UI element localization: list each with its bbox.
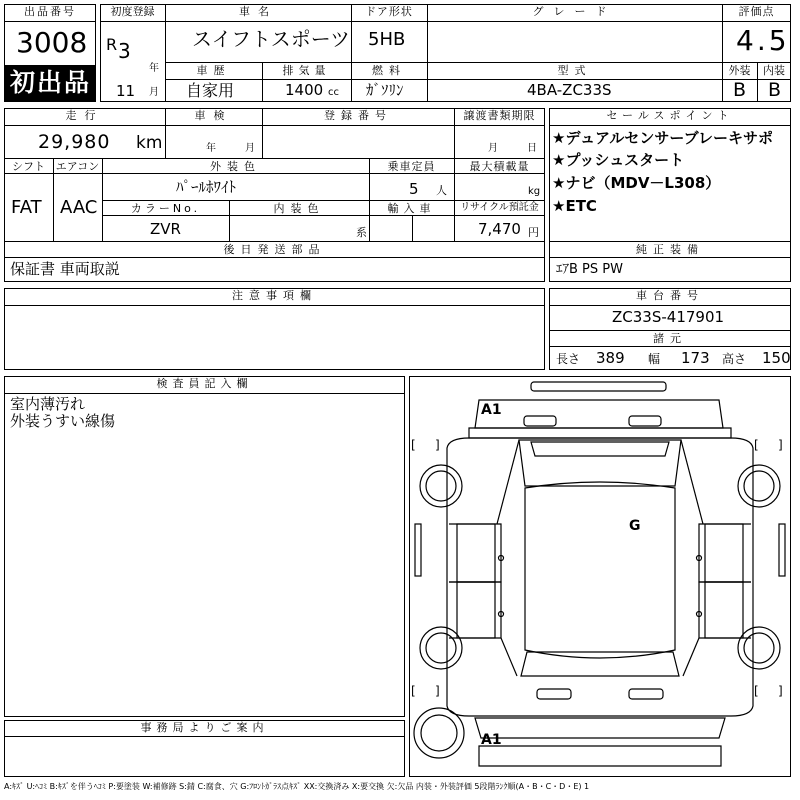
door-label: ドア形状 (365, 5, 413, 18)
genuine-label: 純正装備 (636, 243, 704, 256)
sales-point-4: ★ETC (552, 197, 597, 215)
model: 4BA-ZC33S (527, 81, 612, 99)
grade-label: グレード (532, 5, 617, 18)
era: R (106, 35, 118, 54)
month-unit: 月 (149, 87, 159, 98)
car-name-label: 車名 (239, 5, 277, 18)
score: 4.5 (736, 24, 790, 57)
inspection-month-unit: 月 (245, 143, 255, 154)
aircon: AAC (60, 197, 98, 218)
capacity-unit: 人 (436, 184, 447, 197)
year-unit: 年 (149, 63, 159, 74)
recycle-fee: 7,470 (478, 220, 521, 238)
inspector-note-1: 室内薄汚れ (10, 395, 86, 413)
inspection-year-unit: 年 (206, 143, 216, 154)
svg-text:]: ] (778, 684, 783, 698)
length-label: 長さ (556, 352, 581, 366)
width-label: 幅 (648, 352, 661, 366)
int-color-label: 内装色 (273, 202, 325, 215)
mileage: 29,980 (38, 131, 111, 153)
lot-number-label: 出品番号 (24, 5, 76, 18)
chassis-label: 車台番号 (636, 289, 704, 302)
lot-number: 3008 (16, 26, 88, 59)
inspection-label: 車検 (194, 109, 233, 122)
office-label: 事務局よりご案内 (140, 721, 269, 734)
width-value: 173 (681, 349, 710, 367)
displacement-unit: cc (328, 87, 339, 98)
svg-text:[: [ (754, 684, 759, 698)
sales-point-3: ★ナビ（MDV－L308） (552, 174, 721, 192)
capacity-label: 乗車定員 (387, 160, 436, 173)
reg-no-label: 登録番号 (324, 109, 392, 122)
front-damage-mark: A1 (481, 402, 502, 418)
shift-label: シフト (12, 160, 45, 173)
history-label: 車歴 (196, 64, 231, 77)
later-parts-label: 後日発送部品 (223, 243, 326, 256)
first-reg-month: 11 (116, 82, 136, 100)
rear-damage-mark: A1 (481, 732, 502, 748)
notes-label: 注意事項欄 (232, 289, 317, 302)
int-color-suffix: 系 (356, 226, 367, 239)
sales-point-1: ★デュアルセンサーブレーキサポ (552, 129, 774, 147)
color-no-label: カラーNo. (130, 202, 201, 215)
mileage-label: 走行 (65, 109, 104, 122)
first-reg-label: 初度登録 (110, 5, 155, 18)
aircon-label: エアコン (55, 160, 100, 173)
history: 自家用 (186, 81, 235, 100)
sales-point-label: セールスポイント (606, 109, 734, 122)
svg-text:]: ] (435, 684, 440, 698)
model-label: 型式 (557, 64, 592, 77)
ext-color: ﾊﾟｰﾙﾎﾜｲﾄ (176, 178, 237, 196)
svg-text:[: [ (411, 438, 416, 452)
height-value: 150 (762, 349, 791, 367)
legend: A:ｷｽﾞ U:ﾍｺﾐ B:ｷｽﾞを伴うﾍｺﾐ P:要塗装 W:補修跡 S:錆 C:腐食、穴 G:ﾌﾛﾝﾄｶﾞﾗｽ点ｷｽﾞ XX:交換済み X:要交換 欠:欠品 内装・外装評価 5段階ﾗﾝｸ順(A・B・C・D・E) 1 (4, 782, 590, 791)
first-listing-text: 初出品 (10, 68, 92, 97)
recycle-unit: 円 (528, 226, 539, 239)
svg-text:]: ] (435, 438, 440, 452)
capacity: 5 (409, 180, 419, 198)
interior-grade: B (768, 79, 782, 101)
mileage-unit: km (136, 133, 163, 153)
fuel-label: 燃料 (372, 64, 406, 77)
sales-point-2: ★プッシュスタート (552, 151, 685, 169)
fuel: ｶﾞｿﾘﾝ (366, 81, 404, 99)
car-diagram (409, 376, 791, 777)
max-load-unit: kg (528, 186, 541, 197)
ext-color-label: 外装色 (210, 160, 261, 173)
exterior-label: 外装 (728, 64, 751, 77)
interior-label: 内装 (763, 64, 785, 77)
max-load-label: 最大積載量 (469, 160, 530, 173)
transfer-docs-label: 譲渡書類期限 (463, 109, 536, 122)
inspector-note-2: 外装うすい線傷 (10, 412, 116, 430)
transfer-day-unit: 日 (527, 143, 537, 154)
recycle-label: リサイクル預託金 (460, 202, 539, 213)
dims-label: 諸元 (653, 332, 687, 345)
displacement: 1400 (285, 81, 324, 99)
genuine-equipment: ｴｱB PS PW (556, 262, 623, 277)
first-reg-year: 3 (118, 39, 131, 63)
chassis-number: ZC33S-417901 (612, 308, 725, 326)
inspector-label: 検査員記入欄 (156, 377, 253, 390)
door-type: 5HB (368, 29, 406, 50)
color-no: ZVR (150, 220, 181, 238)
svg-text:[: [ (411, 684, 416, 698)
car-name: スイフトスポーツ (192, 27, 350, 51)
score-label: 評価点 (738, 5, 775, 18)
length-value: 389 (596, 349, 625, 367)
import-label: 輸入車 (387, 202, 436, 215)
exterior-grade: B (733, 79, 747, 101)
shift: FAT (11, 197, 42, 218)
transfer-month-unit: 月 (488, 143, 498, 154)
roof-damage-mark: G (629, 518, 641, 534)
svg-text:[: [ (754, 438, 759, 452)
displacement-label: 排気量 (282, 64, 331, 77)
height-label: 高さ (722, 352, 747, 366)
svg-text:]: ] (778, 438, 783, 452)
later-parts: 保証書 車両取説 (10, 260, 120, 278)
